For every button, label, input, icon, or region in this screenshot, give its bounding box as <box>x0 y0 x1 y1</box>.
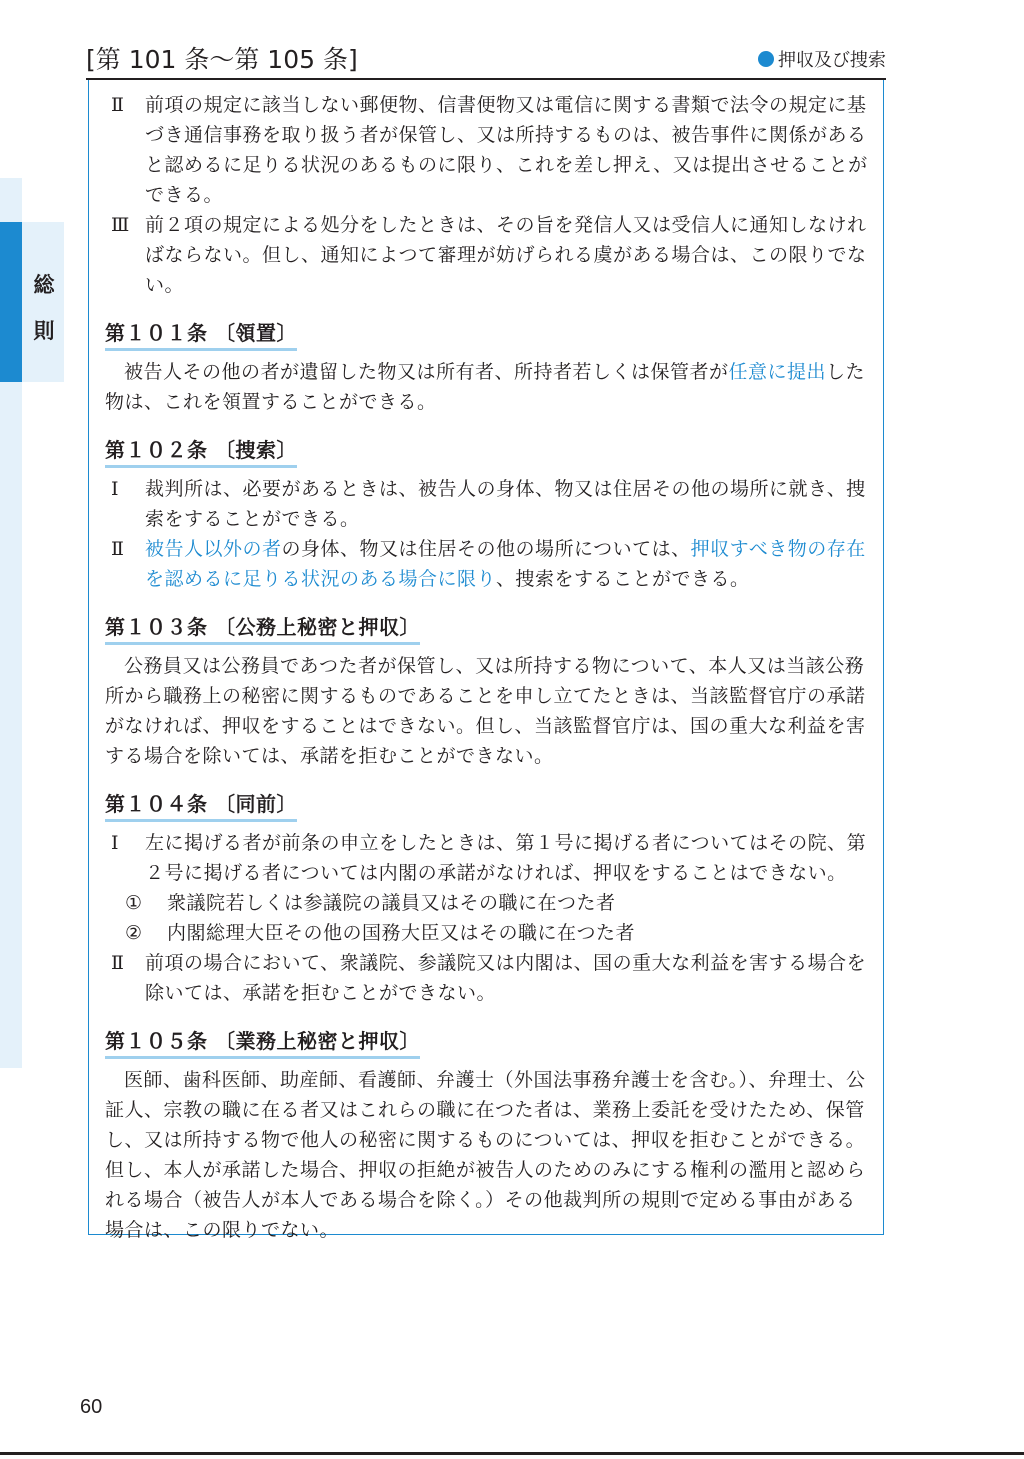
article-text-103: 公務員又は公務員であつた者が保管し、又は所持する物について、本人又は当該公務所から職務上の秘密に関するものであることを申し立てたときは、当該監督官庁の承諾がなければ、押収をすることはできない。但し、当該監督官庁は、国の重大な利益を害する場合を除いては、承諾を拒むことができない。 <box>105 655 866 767</box>
paragraph-number: Ⅱ <box>111 94 125 116</box>
article-heading-101: 第１０１条 〔領置〕 <box>105 318 297 351</box>
paragraph-text: 左に掲げる者が前条の申立をしたときは、第１号に掲げる者についてはその院、第２号に掲げる者については内閣の承諾がなければ、押収をすることはできない。 <box>145 832 867 884</box>
paragraph-item <box>105 474 870 534</box>
highlight-text: 被告人以外の者 <box>145 538 282 560</box>
paragraph-text: 前項の場合において、衆議院、参議院又は内閣は、国の重大な利益を害する場合を除いては、承諾を拒むことができない。 <box>145 952 867 1004</box>
running-header-title: [第 101 条〜第 105 条] <box>86 45 358 74</box>
article-text-105: 医師、歯科医師、助産師、看護師、弁護士（外国法事務弁護士を含む。）、弁理士、公証人、宗教の職に在る者又はこれらの職に在つた者は、業務上委託を受けたため、保管し、又は所持する物で他人の秘密に関するものについては、押収を拒むことができる。但し、本人が承諾した場合、押収の拒絶が被告人のためのみにする権利の濫用と認められる場合（被告人が本人である場合を除く。）その他裁判所の規則で定める事由がある場合は、この限りでない。 <box>105 1069 866 1241</box>
text-span: 、捜索をすることができる。 <box>496 568 750 590</box>
paragraph-item <box>105 210 870 300</box>
paragraph-item <box>105 948 870 1008</box>
paragraph-item <box>105 90 870 210</box>
paragraph-text: 前項の規定に該当しない郵便物、信書便物又は電信に関する書類で法令の規定に基づき通信事務を取り扱う者が保管し、又は所持するものは、被告事件に関係があると認めるに足りる状況のあるものに限り、これを差し押え、又は提出させることができる。 <box>145 94 868 206</box>
paragraph-text <box>145 534 870 594</box>
article-heading-103: 第１０３条 〔公務上秘密と押収〕 <box>105 612 420 645</box>
running-header-section <box>758 46 886 72</box>
text-span: 被告人その他の者が遺留した物又は所有者、所持者若しくは保管者が <box>124 361 729 383</box>
paragraph-number: Ⅱ <box>111 538 125 560</box>
article-heading-104: 第１０４条 〔同前〕 <box>105 789 297 822</box>
paragraph-text: 前２項の規定による処分をしたときは、その旨を発信人又は受信人に通知しなければならない。但し、通知によつて審理が妨げられる虞がある場合は、この限りでない。 <box>145 214 867 296</box>
paragraph-number: Ⅲ <box>111 214 130 236</box>
section-label: 押収及び捜索 <box>778 50 886 71</box>
paragraph-item <box>105 828 870 888</box>
highlight-text: 押収すべき物の存在を認めるに足りる状況のある場合に限り <box>145 538 866 590</box>
sub-item-number: ① <box>125 892 143 914</box>
highlight-text: 任意に提出 <box>728 361 827 383</box>
sub-item-text: 衆議院若しくは参議院の議員又はその職に在つた者 <box>167 892 616 914</box>
text-span: の身体、物又は住居その他の場所については、 <box>281 538 691 560</box>
article-heading-105: 第１０５条 〔業務上秘密と押収〕 <box>105 1026 420 1059</box>
article-heading-102: 第１０２条 〔捜索〕 <box>105 435 297 468</box>
sub-item-number: ② <box>125 922 143 944</box>
side-tab-label: 総則 <box>33 273 55 343</box>
article-text-101 <box>105 357 870 417</box>
paragraph-number: Ⅱ <box>111 952 125 974</box>
bullet-dot-icon <box>758 51 774 67</box>
page-number: 60 <box>80 1396 103 1418</box>
sub-item <box>105 888 870 918</box>
sub-item <box>105 918 870 948</box>
paragraph-item <box>105 534 870 594</box>
text-span: した物は、これを領置することができる。 <box>105 361 866 413</box>
side-tab-marker <box>0 222 22 382</box>
bottom-rule <box>0 1452 1024 1455</box>
paragraph-number: Ⅰ <box>111 832 120 854</box>
paragraph-text: 裁判所は、必要があるときは、被告人の身体、物又は住居その他の場所に就き、捜索をすることができる。 <box>145 478 866 530</box>
article-body <box>105 90 870 1245</box>
sub-item-text: 内閣総理大臣その他の国務大臣又はその職に在つた者 <box>167 922 636 944</box>
paragraph-number: Ⅰ <box>111 478 120 500</box>
